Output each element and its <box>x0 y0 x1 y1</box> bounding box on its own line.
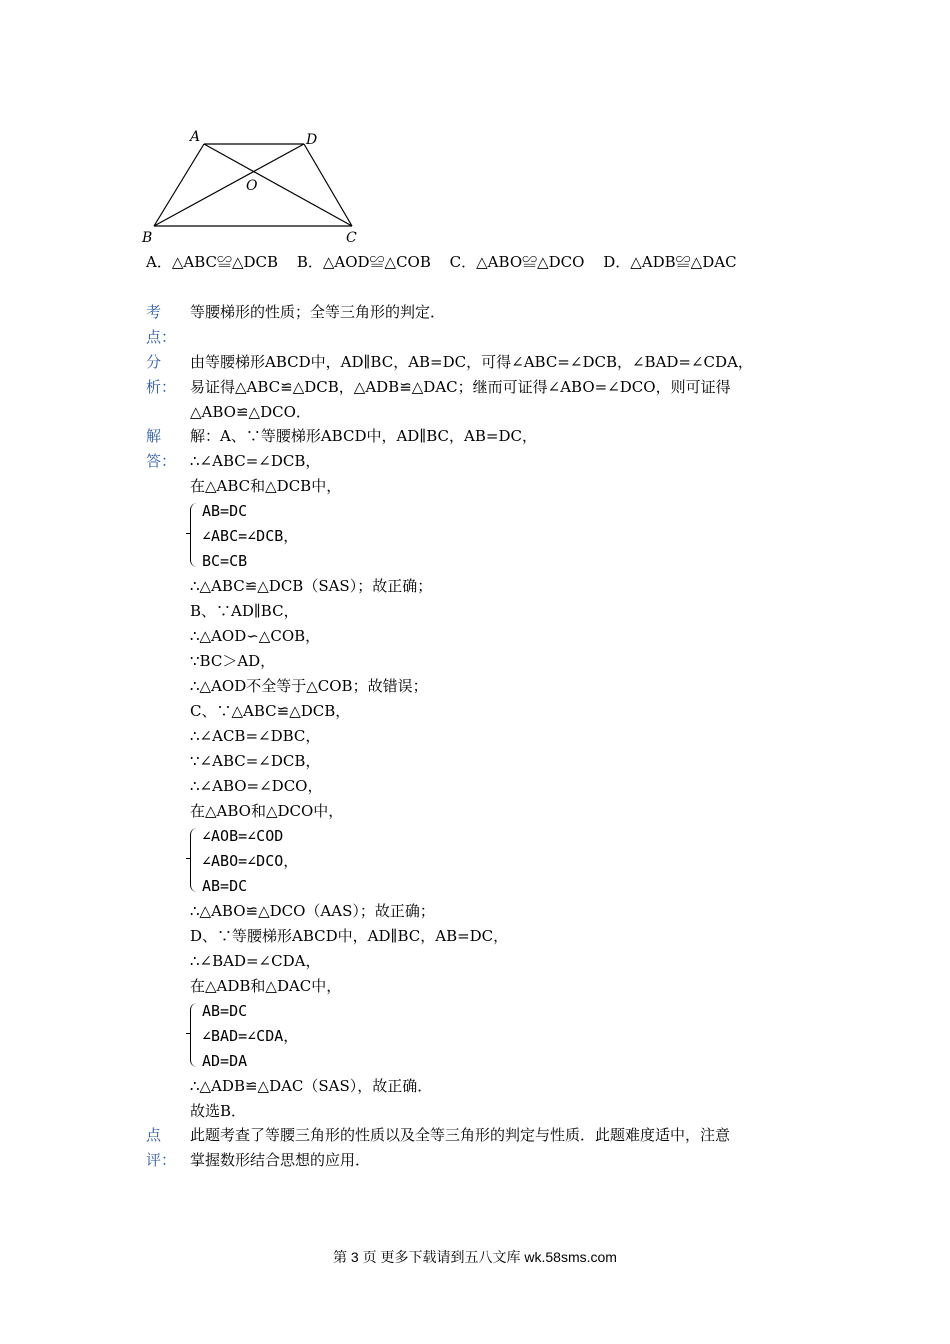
label-fenxi-2: 析： <box>146 378 177 396</box>
segment-dc <box>304 144 352 226</box>
option-c: C．△ABO≌△DCO <box>449 253 585 271</box>
solution-line: ∴△ADB≌△DAC（SAS），故正确． <box>190 1077 433 1095</box>
solution-line: ∴△ABO≌△DCO（AAS）；故正确； <box>190 902 435 920</box>
comment-line: 掌握数形结合思想的应用． <box>190 1151 371 1169</box>
equation-system-3 <box>190 999 805 1074</box>
system-row: AB=DC <box>202 502 248 520</box>
system-row: BC=CB <box>202 552 248 570</box>
solution-line: ∴∠ABO=∠DCO， <box>190 777 323 795</box>
system-row: ∠AOB=∠COD <box>202 827 284 845</box>
solution-line: 在△ABC和△DCB中， <box>190 477 342 495</box>
option-d: D．△ADB≌△DAC <box>603 253 737 271</box>
label-b: B <box>142 230 153 246</box>
system-row: ∠BAD=∠CDA， <box>202 1027 299 1045</box>
fenxi-line: 由等腰梯形ABCD中，AD∥BC，AB=DC，可得∠ABC=∠DCB，∠BAD=∠CDA， <box>190 353 753 371</box>
trapezoid-figure <box>138 126 368 248</box>
fenxi-content <box>190 350 805 425</box>
solution-line: 故选B． <box>190 1102 247 1120</box>
system-row: AB=DC <box>202 877 248 895</box>
comment-line: 此题考查了等腰三角形的性质以及全等三角形的判定与性质．此题难度适中，注意 <box>190 1126 731 1144</box>
label-dianping-1: 点 <box>146 1126 162 1144</box>
solution-line: 在△ABO和△DCO中， <box>190 802 344 820</box>
kaodian-content <box>190 300 805 325</box>
system-row: ∠ABO=∠DCO， <box>202 852 299 870</box>
equation-system-2 <box>190 824 805 899</box>
label-fenxi <box>146 350 177 400</box>
option-a: A．△ABC≌△DCB <box>146 253 279 271</box>
dianping-content <box>190 1123 805 1173</box>
label-kaodian <box>146 300 177 350</box>
solution-line: ∵∠ABC=∠DCB， <box>190 752 321 770</box>
kaodian-text: 等腰梯形的性质；全等三角形的判定． <box>190 303 446 321</box>
fenxi-line: △ABO≌△DCO． <box>190 403 311 421</box>
solution-line: 在△ADB和△DAC中， <box>190 977 342 995</box>
solution-line: ∴△AOD不全等于△COB；故错误； <box>190 677 428 695</box>
label-d: D <box>306 132 318 148</box>
diagonal-ac <box>204 144 352 226</box>
jieda-content <box>190 424 805 1124</box>
solution-line: D、∵等腰梯形ABCD中，AD∥BC，AB=DC， <box>190 927 509 945</box>
solution-line: ∴∠BAD=∠CDA， <box>190 952 321 970</box>
fenxi-line: 易证得△ABC≌△DCB，△ADB≌△DAC；继而可证得∠ABO=∠DCO，则可证得 <box>190 378 731 396</box>
label-a: A <box>190 129 201 145</box>
label-jieda-1: 解 <box>146 427 162 445</box>
label-dianping <box>146 1123 177 1173</box>
segment-ab <box>154 144 204 226</box>
solution-line: ∴∠ACB=∠DBC， <box>190 727 321 745</box>
label-jieda <box>146 424 177 474</box>
solution-line: 解：A、∵等腰梯形ABCD中，AD∥BC，AB=DC， <box>190 427 537 445</box>
label-jieda-2: 答： <box>146 452 177 470</box>
system-row: AB=DC <box>202 1002 248 1020</box>
brace-icon <box>190 1003 197 1067</box>
option-b: B．△AOD≌△COB <box>296 253 431 271</box>
system-row: ∠ABC=∠DCB， <box>202 527 299 545</box>
page-footer: 第 3 页 更多下载请到五八文库 wk.58sms.com <box>333 1249 617 1265</box>
brace-icon <box>190 503 197 567</box>
solution-line: C、∵△ABC≌△DCB， <box>190 702 351 720</box>
system-row: AD=DA <box>202 1052 248 1070</box>
label-dianping-2: 评： <box>146 1151 177 1169</box>
solution-line: ∴∠ABC=∠DCB， <box>190 452 321 470</box>
solution-line: B、∵AD∥BC， <box>190 602 299 620</box>
solution-line: ∵BC＞AD， <box>190 652 276 670</box>
solution-line: ∴△AOD∽△COB， <box>190 627 321 645</box>
answer-options <box>146 251 751 272</box>
label-c: C <box>346 230 357 246</box>
label-kaodian-1: 考 <box>146 303 162 321</box>
label-fenxi-1: 分 <box>146 353 162 371</box>
brace-icon <box>190 828 197 892</box>
solution-line: ∴△ABC≌△DCB（SAS）；故正确； <box>190 577 433 595</box>
label-o: O <box>246 178 258 194</box>
label-kaodian-2: 点： <box>146 328 177 346</box>
diagonal-bd <box>154 144 304 226</box>
equation-system-1 <box>190 499 805 574</box>
